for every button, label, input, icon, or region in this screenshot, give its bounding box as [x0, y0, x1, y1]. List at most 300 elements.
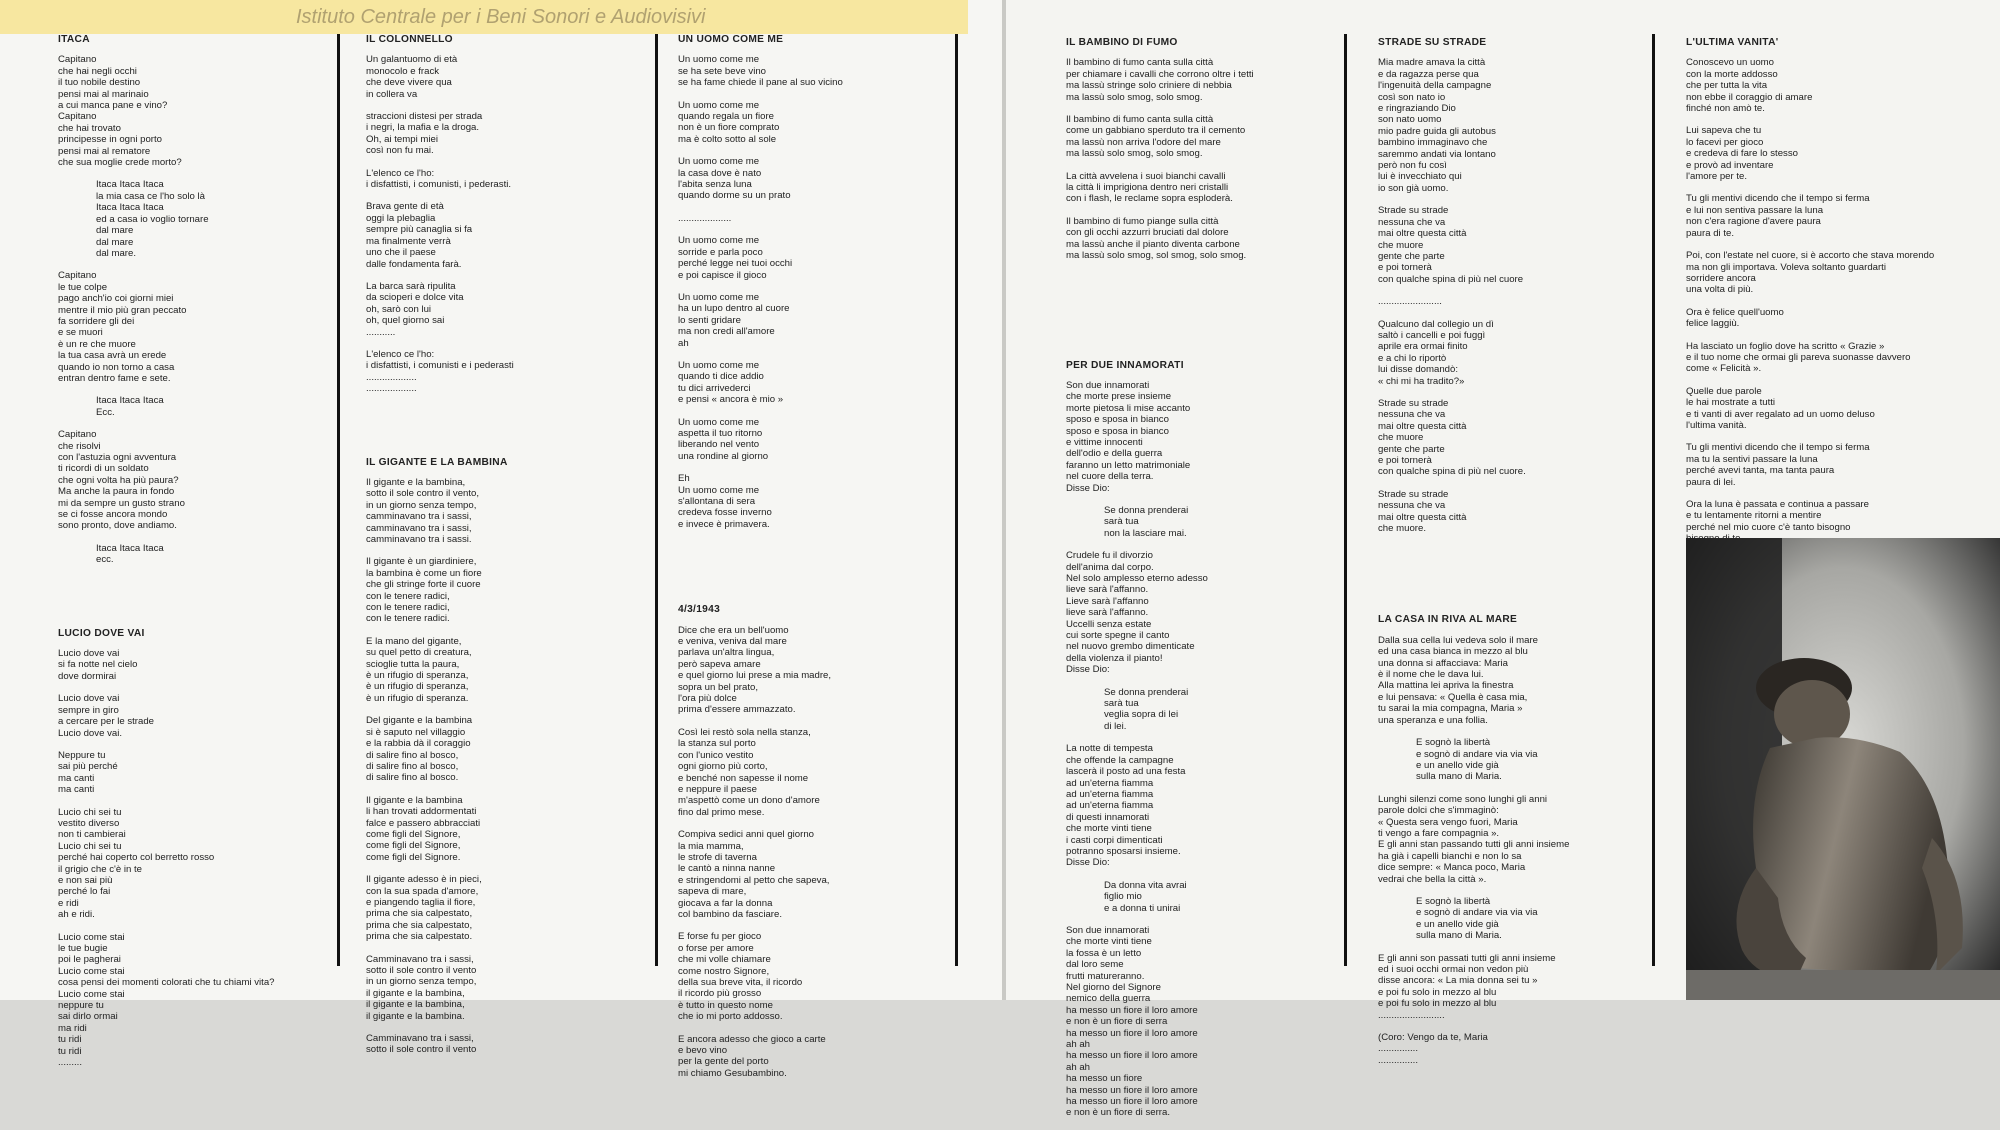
lyric-line: ah ah: [1066, 1061, 1091, 1073]
stanza: [1686, 125, 1992, 182]
lyric-line: ha un lupo dentro al cuore: [678, 303, 790, 315]
lyric-line: uno che il paese: [366, 247, 436, 259]
lyric-line: Un uomo come me: [678, 156, 760, 168]
lyric-line: L'elenco ce l'ho:: [366, 348, 435, 360]
lyric-line: oh, quel giorno sai: [366, 315, 445, 327]
lyric-line: felice laggiù.: [1686, 318, 1740, 330]
lyric-line: vedrai che bella la città ».: [1378, 873, 1487, 885]
lyric-line: è un re che muore: [58, 338, 136, 350]
lyric-line: ........................: [1378, 296, 1442, 308]
lyric-line: Lucio chi sei tu: [58, 840, 122, 852]
lyric-line: o forse per amore: [678, 942, 754, 954]
lyric-line: l'ultima vanità.: [1686, 419, 1747, 431]
lyric-line: Itaca Itaca Itaca: [96, 202, 164, 214]
stanza: [58, 648, 328, 682]
lyric-line: ed una casa bianca in mezzo al blu: [1378, 646, 1528, 658]
lyric-line: Son due innamorati: [1066, 924, 1150, 936]
lyric-line: se ci fosse ancora mondo: [58, 509, 168, 521]
stanza: [58, 693, 328, 739]
lyric-line: Itaca Itaca Itaca: [96, 179, 164, 191]
lyric-line: E gli anni son passati tutti gli anni insieme: [1378, 952, 1556, 964]
lyric-line: Un uomo come me: [678, 291, 760, 303]
lyric-line: si è saputo nel villaggio: [366, 726, 466, 738]
lyric-line: La città avvelena i suoi bianchi cavalli: [1066, 170, 1226, 182]
lyric-line: gente che parte: [1378, 250, 1445, 262]
song-title: UN UOMO COME ME: [678, 34, 784, 45]
lyric-line: il gigante e la bambina,: [366, 999, 465, 1011]
lyric-line: e sognò di andare via via via: [1416, 907, 1538, 919]
lyric-line: che sua moglie crede morto?: [58, 157, 182, 169]
lyric-line: liberando nel vento: [678, 439, 760, 451]
lyric-line: il grigio che c'è in te: [58, 863, 142, 875]
lyric-line: che hai trovato: [58, 122, 121, 134]
lyric-line: Se donna prenderai: [1104, 686, 1189, 698]
lyrics-column-6: [1686, 37, 1992, 589]
stanza: [678, 473, 948, 530]
lyric-line: straccioni distesi per strada: [366, 111, 483, 123]
stanza: [1378, 489, 1646, 535]
lyric-line: sarà tua: [1104, 698, 1139, 710]
stanza: [678, 156, 948, 202]
lyric-line: ma non credi all'amore: [678, 326, 775, 338]
lyric-line: principesse in ogni porto: [58, 134, 162, 146]
lyric-line: cosa pensi dei momenti colorati che tu chiami vita?: [58, 977, 275, 989]
lyric-line: dal mare.: [96, 247, 136, 259]
lyric-line: e il tuo nome che ormai gli pareva suonasse davvero: [1686, 351, 1911, 363]
lyric-line: Lieve sarà l'affanno: [1066, 595, 1149, 607]
lyrics-column-4: [1066, 37, 1338, 1130]
lyric-line: ma lassù non arriva l'odore del mare: [1066, 136, 1221, 148]
lyric-line: ed i suoi occhi ormai non vedon più: [1378, 964, 1529, 975]
lyric-line: e vittime innocenti: [1066, 436, 1143, 448]
lyric-line: però non fu così: [1378, 160, 1447, 172]
lyric-line: le tue colpe: [58, 281, 108, 293]
lyric-line: saltò i cancelli e poi fuggì: [1378, 329, 1486, 341]
lyric-line: ha messo un fiore il loro amore: [1066, 1050, 1198, 1062]
chorus-stanza: [58, 179, 328, 259]
lyric-line: E forse fu per gioco: [678, 931, 762, 943]
stanza: [58, 932, 328, 1069]
lyric-line: con gli occhi azzurri bruciati dal dolore: [1066, 227, 1229, 239]
lyric-line: Capitano: [58, 111, 97, 123]
lyric-line: Camminavano tra i sassi,: [366, 953, 474, 965]
lyric-line: dal mare: [96, 236, 134, 248]
column-rule: [1344, 34, 1347, 966]
lyric-line: E la mano del gigante,: [366, 635, 462, 647]
lyric-line: pensi mai al marinaio: [58, 88, 149, 100]
lyric-line: di salire fino al bosco,: [366, 749, 459, 761]
stanza: [678, 829, 948, 920]
lyric-line: sorride e parla poco: [678, 246, 763, 258]
lyric-line: ...........: [366, 326, 396, 338]
lyric-line: così son nato io: [1378, 91, 1446, 103]
lyric-line: disse ancora: « La mia donna sei tu »: [1378, 975, 1538, 987]
stanza: [678, 54, 948, 88]
lyric-line: quando regala un fiore: [678, 111, 775, 123]
lyric-line: « chi mi ha tradito?»: [1378, 375, 1465, 387]
lyric-line: l'abita senza luna: [678, 179, 752, 191]
stanza: [366, 111, 648, 157]
stanza: [1686, 341, 1992, 375]
lyric-line: Lucio come stai: [58, 931, 125, 943]
lyric-line: Lucio dove vai.: [58, 727, 122, 739]
lyric-line: Uccelli senza estate: [1066, 618, 1152, 630]
stanza: [58, 54, 328, 168]
lyric-line: ....................: [678, 212, 732, 224]
song-section: [678, 34, 948, 530]
lyric-line: sarà tua: [1104, 516, 1139, 528]
lyric-line: Ora la luna è passata e continua a passare: [1686, 499, 1869, 510]
lyric-line: lieve sarà l'affanno.: [1066, 584, 1149, 596]
lyric-line: e un anello vide già: [1416, 759, 1499, 771]
lyric-line: E sognò la libertà: [1416, 895, 1491, 907]
stanza: [678, 931, 948, 1022]
lyric-line: quando io non torno a casa: [58, 361, 175, 373]
lyric-line: Dalla sua cella lui vedeva solo il mare: [1378, 634, 1538, 646]
lyric-line: scioglie tutta la paura,: [366, 658, 460, 670]
lyric-line: Son due innamorati: [1066, 379, 1150, 391]
song-title: IL GIGANTE E LA BAMBINA: [366, 456, 508, 468]
lyric-line: con qualche spina di più nel cuore: [1378, 273, 1524, 285]
lyric-line: la mia mamma,: [678, 840, 744, 852]
lyric-line: e ridi: [58, 897, 79, 909]
lyric-line: che morte vinti tiene: [1066, 823, 1152, 835]
lyric-line: il gigante e la bambina.: [366, 1010, 465, 1022]
song-section: [1378, 614, 1646, 1066]
stanza: [366, 954, 648, 1022]
lyric-line: Nel solo amplesso eterno adesso: [1066, 573, 1208, 584]
stanza: [1686, 386, 1992, 432]
lyric-line: giocava a far la donna: [678, 897, 773, 909]
stanza: [1066, 216, 1338, 262]
lyric-line: di salire fino al bosco.: [366, 772, 459, 784]
lyric-line: Lucio come stai: [58, 988, 125, 1000]
stanza: [366, 349, 648, 395]
lyric-line: m'aspettò come un dono d'amore: [678, 795, 820, 807]
lyric-line: Qualcuno dal collegio un dì: [1378, 318, 1494, 330]
song-section: [58, 628, 328, 1069]
lyric-line: aprile era ormai finito: [1378, 341, 1468, 353]
lyric-line: Crudele fu il divorzio: [1066, 550, 1153, 562]
column-rule: [955, 34, 958, 966]
lyric-line: e poi tornerà: [1378, 262, 1432, 274]
lyric-line: Strade su strade: [1378, 488, 1449, 500]
lyric-line: non è un fiore comprato: [678, 122, 780, 134]
lyric-line: ma lassù solo smog, solo smog.: [1066, 91, 1203, 103]
lyric-line: e pensi « ancora è mio »: [678, 394, 784, 406]
lyric-line: con i flash, le reclame sopra esploderà.: [1066, 193, 1233, 205]
stanza: [366, 201, 648, 269]
lyric-line: ma lassù anche il pianto diventa carbone: [1066, 238, 1240, 250]
stanza: [1066, 925, 1338, 1119]
stanza: [678, 727, 948, 818]
lyric-line: se ha sete beve vino: [678, 65, 767, 77]
lyric-line: Alla mattina lei apriva la finestra: [1378, 680, 1514, 692]
lyric-line: poi le pagherai: [58, 954, 121, 966]
lyric-line: prima che sia calpestato,: [366, 908, 473, 920]
lyric-line: sposo e sposa in bianco: [1066, 425, 1169, 437]
lyric-line: che io mi porto addosso.: [678, 1011, 783, 1023]
lyric-line: una donna si affacciava: Maria: [1378, 657, 1508, 669]
stanza: [1686, 307, 1992, 330]
lyric-line: però sapeva amare: [678, 658, 761, 670]
lyric-line: ad un'eterna fiamma: [1066, 788, 1154, 800]
lyric-line: Capitano: [58, 270, 97, 282]
lyric-line: quando dorme su un prato: [678, 190, 791, 202]
lyric-line: Lucio dove vai: [58, 648, 120, 660]
lyric-line: e non è un fiore di serra: [1066, 1016, 1168, 1028]
lyric-line: sopra un bel prato,: [678, 681, 759, 693]
lyric-line: che ogni volta ha più paura?: [58, 474, 179, 486]
stanza: [58, 270, 328, 384]
chorus-stanza: [58, 395, 328, 418]
lyric-line: nessuna che va: [1378, 500, 1446, 512]
lyric-line: dell'odio e della guerra: [1066, 448, 1163, 460]
lyric-line: se ha fame chiede il pane al suo vicino: [678, 77, 843, 89]
lyric-line: su quel petto di creatura,: [366, 647, 472, 659]
lyric-line: in un giorno senza tempo,: [366, 499, 477, 511]
lyric-line: aspetta il tuo ritorno: [678, 427, 763, 439]
lyric-line: saremmo andati via lontano: [1378, 148, 1496, 160]
lyric-line: nel cuore della terra.: [1066, 471, 1154, 483]
stanza: [366, 281, 648, 338]
lyric-line: non ti cambierai: [58, 829, 126, 841]
lyric-line: che hai negli occhi: [58, 65, 137, 77]
lyric-line: il ricordo più grosso: [678, 988, 762, 1000]
lyric-line: la stanza sul porto: [678, 738, 756, 750]
lyric-line: ecc.: [96, 554, 114, 566]
lyric-line: camminavano tra i sassi.: [366, 534, 472, 545]
lyric-line: ad un'eterna fiamma: [1066, 800, 1154, 812]
lyric-line: oh, sarò con lui: [366, 303, 432, 315]
lyric-line: che mi volle chiamare: [678, 954, 771, 966]
lyric-line: con le tenere radici.: [366, 613, 450, 625]
lyric-line: « Questa sera vengo fuori, Maria: [1378, 816, 1518, 828]
stanza: [678, 213, 948, 224]
song-title: IL COLONNELLO: [366, 34, 453, 45]
lyric-line: ...................: [366, 371, 417, 383]
stanza: [366, 54, 648, 100]
lyric-line: Quelle due parole: [1686, 385, 1762, 397]
lyric-line: i casti corpi dimenticati: [1066, 834, 1163, 846]
lyric-line: Tu gli mentivi dicendo che il tempo si ferma: [1686, 442, 1870, 454]
lyrics-column-2: [366, 34, 648, 1067]
lyric-line: a cui manca pane e vino?: [58, 100, 168, 112]
lyric-line: sai più perché: [58, 761, 118, 773]
lyric-line: e lui pensava: « Quella è casa mia,: [1378, 691, 1528, 703]
lyric-line: con l'astuzia ogni avventura: [58, 452, 177, 463]
lyric-line: che deve vivere qua: [366, 77, 452, 89]
lyric-line: e veniva, veniva dal mare: [678, 636, 787, 648]
stanza: [678, 100, 948, 146]
lyric-line: Del gigante e la bambina: [366, 715, 473, 727]
lyric-line: pago anch'io coi giorni miei: [58, 293, 174, 305]
lyric-line: come figli del Signore,: [366, 828, 461, 840]
stanza: [1066, 743, 1338, 868]
lyric-line: Poi, con l'estate nel cuore, si è accorto che stava morendo: [1686, 250, 1935, 262]
lyric-line: io son già uomo.: [1378, 182, 1449, 194]
lyrics-column-3: [678, 34, 948, 1090]
lyric-line: sempre più canaglia si fa: [366, 224, 473, 236]
lyric-line: il tuo nobile destino: [58, 77, 141, 89]
lyric-line: li han trovati addormentati: [366, 806, 477, 818]
lyric-line: sulla mano di Maria.: [1416, 930, 1502, 942]
lyric-line: Da donna vita avrai: [1104, 879, 1187, 891]
lyric-line: mi chiamo Gesubambino.: [678, 1067, 787, 1079]
lyric-line: lieve sarà l'affanno.: [1066, 607, 1149, 619]
lyric-line: ha messo un fiore: [1066, 1073, 1143, 1085]
lyric-line: nessuna che va: [1378, 409, 1446, 421]
lyric-line: vestito diverso: [58, 817, 120, 829]
lyric-line: ha messo un fiore il loro amore: [1066, 1004, 1198, 1016]
lyric-line: figlio mio: [1104, 891, 1142, 903]
stanza: [1378, 205, 1646, 285]
stanza: [1066, 57, 1338, 103]
lyric-line: ma lassù stringe solo criniere di nebbia: [1066, 80, 1232, 92]
lyric-line: la mia casa ce l'ho solo là: [96, 190, 206, 202]
lyric-line: ed a casa io voglio tornare: [96, 213, 209, 225]
lyric-line: con la morte addosso: [1686, 68, 1778, 80]
lyric-line: sono pronto, dove andiamo.: [58, 520, 177, 532]
lyric-line: l'ingenuità della campagne: [1378, 80, 1492, 92]
lyric-line: e non è un fiore di serra.: [1066, 1107, 1170, 1119]
lyric-line: ma è colto sotto al sole: [678, 133, 777, 145]
lyric-line: tu ridi: [58, 1045, 82, 1057]
lyric-line: ad un'eterna fiamma: [1066, 777, 1154, 789]
lyric-line: come figli del Signore,: [366, 840, 461, 852]
lyric-line: l'amore per te.: [1686, 171, 1748, 183]
lyric-line: Il bambino di fumo piange sulla città: [1066, 215, 1219, 227]
song-section: [1066, 360, 1338, 1119]
lyric-line: Lucio chi sei tu: [58, 806, 122, 818]
photo-image: [1686, 538, 2000, 1000]
stanza: [1686, 442, 1992, 488]
lyric-line: La notte di tempesta: [1066, 743, 1153, 755]
song-section: [366, 34, 648, 395]
lyric-line: e a donna ti unirai: [1104, 902, 1181, 914]
chorus-stanza: [1378, 737, 1646, 783]
stanza: [58, 750, 328, 796]
lyric-line: con le tenere radici,: [366, 602, 450, 614]
stanza: [678, 625, 948, 716]
lyric-line: Lui sapeva che tu: [1686, 125, 1762, 137]
lyric-line: mi da sempre un gusto strano: [58, 497, 185, 509]
lyric-line: ma canti: [58, 772, 95, 784]
lyric-line: sai dirlo ormai: [58, 1011, 118, 1023]
lyric-line: che gli stringe forte il cuore: [366, 579, 481, 591]
lyric-line: tu dici arrivederci: [678, 382, 751, 394]
lyric-line: è un rifugio di speranza,: [366, 681, 469, 693]
lyric-line: e benché non sapesse il nome: [678, 772, 809, 784]
lyric-line: con la sua spada d'amore,: [366, 885, 479, 897]
lyric-line: quando ti dice addio: [678, 371, 764, 383]
lyric-line: ...............: [1378, 1054, 1418, 1066]
lyric-line: son nato uomo: [1378, 114, 1442, 126]
stanza: [1378, 319, 1646, 387]
lyrics-column-1: [58, 34, 328, 1079]
lyric-line: Dice che era un bell'uomo: [678, 624, 789, 636]
lyric-line: l'ora più dolce: [678, 693, 737, 705]
lyric-line: Il bambino di fumo canta sulla città: [1066, 57, 1214, 69]
lyric-line: (Coro: Vengo da te, Maria: [1378, 1032, 1488, 1044]
song-title: PER DUE INNAMORATI: [1066, 359, 1184, 371]
lyric-line: che muore.: [1378, 523, 1426, 535]
lyric-line: Il gigante e la bambina: [366, 794, 463, 806]
chorus-stanza: [58, 543, 328, 566]
lyric-line: e tu lentamente ritorni a mentire: [1686, 510, 1822, 522]
lyric-line: Il gigante e la bambina,: [366, 476, 466, 488]
lyric-line: gente che parte: [1378, 443, 1445, 455]
lyric-line: è tutto in questo nome: [678, 999, 773, 1011]
lyric-line: Mia madre amava la città: [1378, 57, 1486, 69]
archive-watermark: Istituto Centrale per i Beni Sonori e Audiovisivi: [0, 0, 968, 34]
lyric-line: lui disse domandò:: [1378, 364, 1458, 376]
lyric-line: E gli anni stan passando tutti gli anni insieme: [1378, 839, 1570, 851]
lyric-line: il gigante e la bambina,: [366, 987, 465, 999]
stanza: [1378, 398, 1646, 478]
lyric-line: perché hai coperto col berretto rosso: [58, 852, 215, 864]
lyric-line: ...................: [366, 383, 417, 395]
stanza: [678, 1034, 948, 1080]
song-title: IL BAMBINO DI FUMO: [1066, 37, 1178, 48]
lyrics-column-5: [1378, 37, 1646, 1077]
lyric-line: Disse Dio:: [1066, 857, 1110, 869]
lyric-line: credeva fosse inverno: [678, 507, 772, 519]
lyric-line: e un anello vide già: [1416, 918, 1499, 930]
lyric-line: Conoscevo un uomo: [1686, 57, 1774, 69]
lyric-line: non c'era ragione d'avere paura: [1686, 216, 1821, 228]
lyric-line: pensi mai al rematore: [58, 145, 151, 157]
lyric-line: non ebbe il coraggio di amare: [1686, 91, 1813, 103]
lyric-line: e poi tornerà: [1378, 455, 1432, 466]
lyric-line: che morte prese insieme: [1066, 391, 1172, 403]
lyric-line: ma lassù solo smog, sol smog, solo smog.: [1066, 250, 1247, 262]
lyric-line: come un gabbiano sperduto tra il cemento: [1066, 125, 1246, 137]
lyric-line: le hai mostrate a tutti: [1686, 397, 1776, 409]
lyric-line: per la gente del porto: [678, 1056, 769, 1068]
lyric-line: tu sarai la mia compagna, Maria »: [1378, 703, 1523, 715]
lyric-line: dove dormirai: [58, 670, 117, 682]
lyric-line: s'allontana di sera: [678, 496, 756, 507]
lyric-line: Un uomo come me: [678, 484, 760, 496]
song-title: ITACA: [58, 34, 90, 45]
lyric-line: Itaca Itaca Itaca: [96, 395, 164, 407]
lyric-line: con l'unico vestito: [678, 749, 754, 761]
lyric-line: sotto il sole contro il vento: [366, 965, 477, 976]
lyric-line: Tu gli mentivi dicendo che il tempo si ferma: [1686, 193, 1870, 205]
lyric-line: mentre il mio più gran peccato: [58, 304, 187, 316]
lyric-line: Neppure tu: [58, 749, 106, 761]
lyric-line: ma canti: [58, 784, 95, 796]
lyric-line: una rondine al giorno: [678, 450, 769, 462]
lyric-line: faranno un letto matrimoniale: [1066, 459, 1191, 471]
lyric-line: veglia sopra di lei: [1104, 709, 1179, 721]
lyric-line: ma finalmente verrà: [366, 235, 451, 247]
stanza: [366, 168, 648, 191]
lyric-line: e poi fu solo in mezzo al blu: [1378, 986, 1497, 998]
lyric-line: Un uomo come me: [678, 359, 760, 371]
lyric-line: lo facevi per gioco: [1686, 136, 1764, 148]
lyric-line: Capitano: [58, 429, 97, 441]
lyric-line: ha messo un fiore il loro amore: [1066, 1096, 1198, 1108]
lyric-line: che risolvi: [58, 440, 101, 452]
lyric-line: e da ragazza perse qua: [1378, 68, 1479, 80]
lyric-line: sotto il sole contro il vento: [366, 1044, 477, 1056]
lyric-line: Il bambino di fumo canta sulla città: [1066, 114, 1214, 126]
lyric-line: come figli del Signore.: [366, 851, 461, 863]
lyric-line: frutti matureranno.: [1066, 970, 1145, 982]
lyric-line: le tue bugie: [58, 943, 108, 954]
